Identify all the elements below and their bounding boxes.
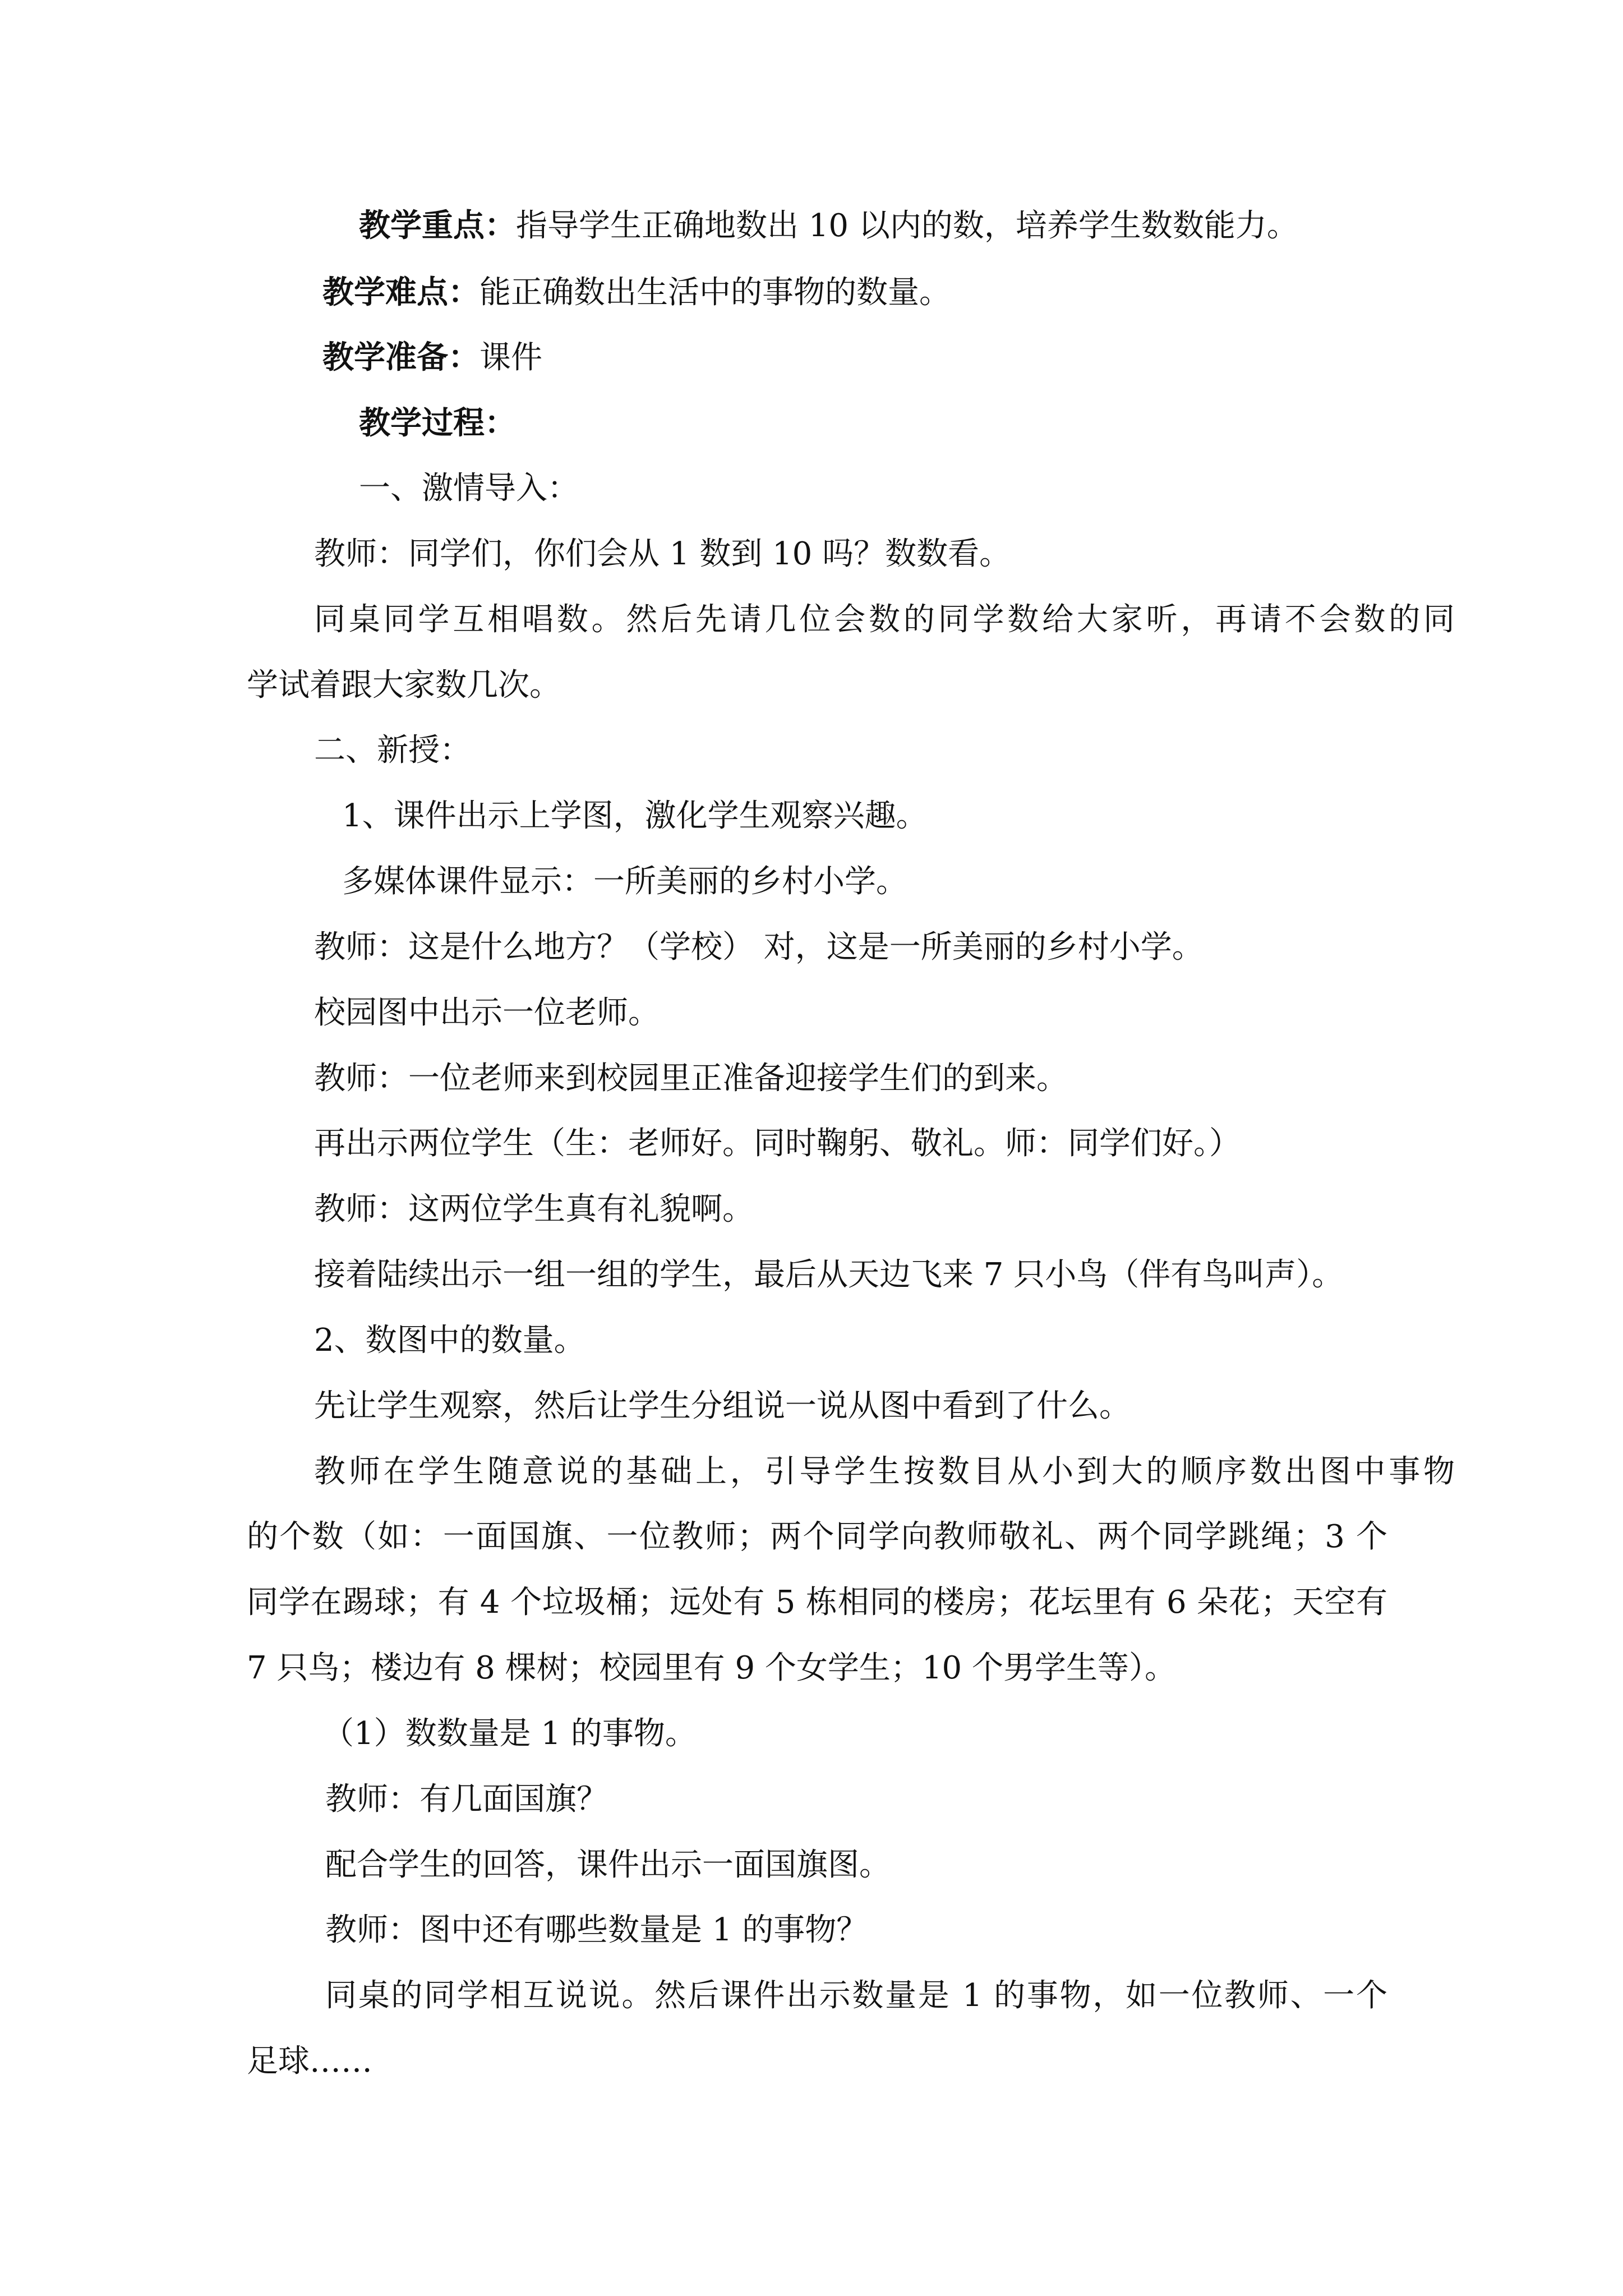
section1-paragraph-line: 同桌同学互相唱数。然后先请几位会数的同学数给大家听，再请不会数的同	[314, 601, 1455, 638]
media-line: 多媒体课件显示：一所美丽的乡村小学。	[342, 863, 907, 900]
sub1-heading: （1）数数量是 1 的事物。	[322, 1715, 697, 1752]
preparation-label: 教学准备：	[322, 339, 479, 376]
teacher-arrives-line: 教师：一位老师来到校园里正准备迎接学生们的到来。	[314, 1060, 1068, 1097]
difficulty-label: 教学难点：	[322, 274, 479, 311]
difficulty-line	[322, 270, 951, 315]
key-point-line	[359, 203, 1298, 248]
key-point-text: 指导学生正确地数出 10 以内的数，培养学生数数能力。	[516, 208, 1298, 244]
observe-line: 先让学生观察，然后让学生分组说一说从图中看到了什么。	[314, 1388, 1131, 1424]
section1-paragraph-line: 学试着跟大家数几次。	[247, 667, 561, 703]
school-question-line: 教师：这是什么地方？（学校） 对，这是一所美丽的乡村小学。	[314, 929, 1204, 965]
difficulty-text: 能正确数出生活中的事物的数量。	[479, 274, 951, 311]
step1-line: 1、课件出示上学图，激化学生观察兴趣。	[342, 798, 928, 834]
final-paragraph-line: 同桌的同学相互说说。然后课件出示数量是 1 的事物，如一位教师、一个	[325, 1977, 1387, 2014]
two-students-line: 再出示两位学生（生：老师好。同时鞠躬、敬礼。师：同学们好。）	[314, 1125, 1241, 1162]
section1-heading: 一、激情导入：	[359, 470, 579, 507]
section1-teacher-line: 教师：同学们，你们会从 1 数到 10 吗？数数看。	[314, 536, 1011, 572]
guide-paragraph-line: 教师在学生随意说的基础上，引导学生按数目从小到大的顺序数出图中事物	[314, 1453, 1455, 1490]
guide-paragraph-line: 7 只鸟；楼边有 8 棵树；校园里有 9 个女学生；10 个男学生等）。	[247, 1650, 1176, 1686]
guide-paragraph-line: 的个数（如：一面国旗、一位教师；两个同学向教师敬礼、两个同学跳绳；3 个	[247, 1519, 1387, 1555]
preparation-text: 课件	[479, 339, 542, 376]
birds-line: 接着陆续出示一组一组的学生，最后从天边飞来 7 只小鸟（伴有鸟叫声）。	[314, 1257, 1344, 1293]
teacher-shown-line: 校园图中出示一位老师。	[314, 995, 660, 1031]
process-heading: 教学过程：	[359, 404, 516, 441]
guide-paragraph-line: 同学在踢球；有 4 个垃圾桶；远处有 5 栋相同的楼房；花坛里有 6 朵花；天空有	[247, 1584, 1387, 1621]
flag-question-line: 教师：有几面国旗？	[325, 1781, 608, 1818]
other-question-line: 教师：图中还有哪些数量是 1 的事物？	[325, 1912, 868, 1948]
key-point-label: 教学重点：	[359, 207, 516, 244]
polite-line: 教师：这两位学生真有礼貌啊。	[314, 1191, 754, 1227]
step2-line: 2、数图中的数量。	[314, 1322, 585, 1359]
section2-heading: 二、新授：	[314, 732, 471, 769]
preparation-line	[322, 335, 542, 380]
final-paragraph-line: 足球……	[247, 2043, 372, 2079]
show-flag-line: 配合学生的回答，课件出示一面国旗图。	[325, 1847, 891, 1883]
